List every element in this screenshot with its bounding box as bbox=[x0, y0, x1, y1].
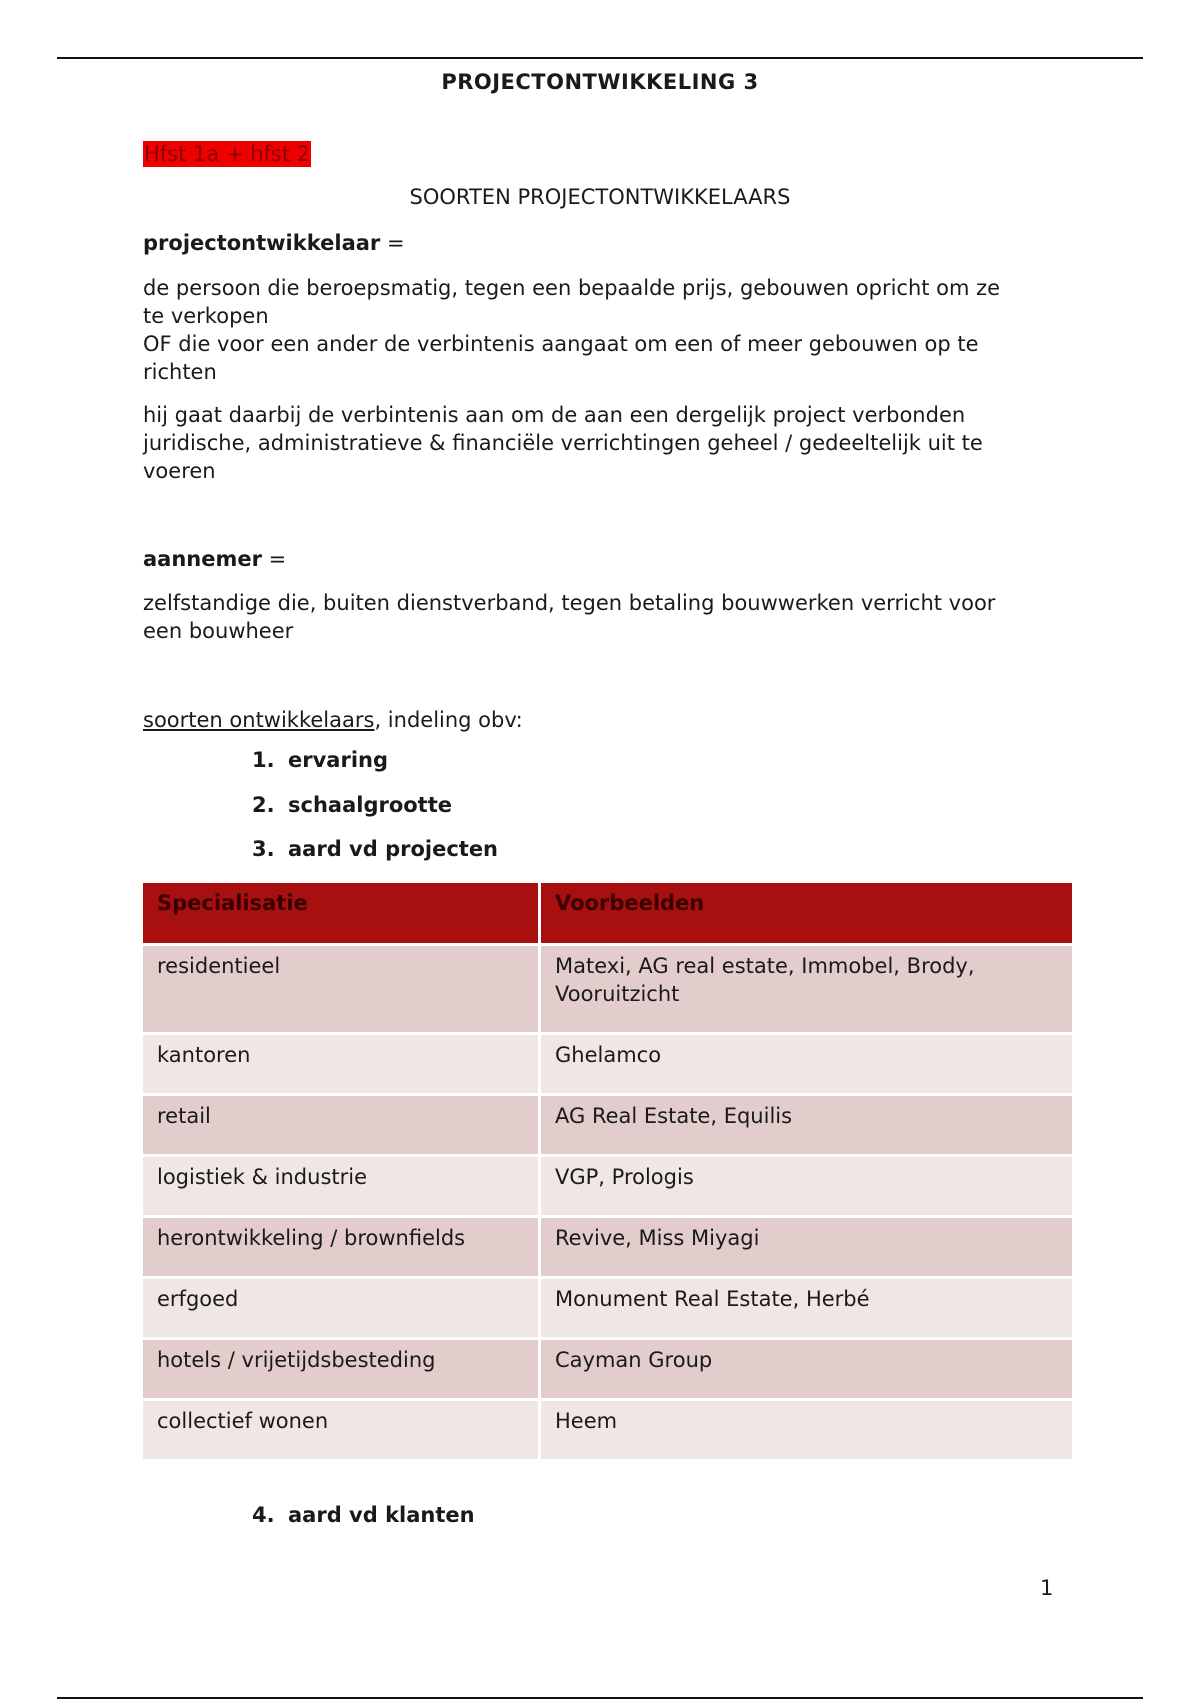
table-row bbox=[143, 1156, 1072, 1217]
cell-voorbeelden: AG Real Estate, Equilis bbox=[540, 1095, 1073, 1156]
table-row bbox=[143, 1278, 1072, 1339]
cell-voorbeelden: Heem bbox=[540, 1400, 1073, 1461]
chapter-tag: Hfst 1a + hfst 2 bbox=[144, 142, 311, 166]
aannemer-definition bbox=[143, 589, 1073, 645]
list-item bbox=[252, 1503, 475, 1527]
table-row bbox=[143, 1095, 1072, 1156]
equals-sign: = bbox=[380, 231, 405, 255]
list-label: ervaring bbox=[288, 748, 388, 772]
page-number: 1 bbox=[1040, 1576, 1054, 1600]
projectontwikkelaar-definition bbox=[143, 274, 1073, 386]
text-line: zelfstandige die, buiten dienstverband, tegen betaling bouwwerken verricht voor bbox=[143, 591, 996, 615]
list-number: 2. bbox=[252, 793, 275, 817]
text-line: te verkopen bbox=[143, 304, 269, 328]
text-line: voeren bbox=[143, 459, 216, 483]
cell-voorbeelden: Monument Real Estate, Herbé bbox=[540, 1278, 1073, 1339]
cell-specialisatie: retail bbox=[143, 1095, 540, 1156]
cell-voorbeelden bbox=[540, 945, 1073, 1034]
section-title: SOORTEN PROJECTONTWIKKELAARS bbox=[409, 185, 791, 209]
classification-intro-underlined: soorten ontwikkelaars bbox=[143, 708, 375, 732]
cell-voorbeelden: Cayman Group bbox=[540, 1339, 1073, 1400]
cell-specialisatie: erfgoed bbox=[143, 1278, 540, 1339]
classification-intro bbox=[143, 706, 1073, 734]
text-line: de persoon die beroepsmatig, tegen een bepaalde prijs, gebouwen opricht om ze bbox=[143, 276, 1001, 300]
text-line: richten bbox=[143, 360, 217, 384]
text-line: OF die voor een ander de verbintenis aangaat om een of meer gebouwen op te bbox=[143, 332, 979, 356]
list-item bbox=[252, 748, 388, 772]
projectontwikkelaar-paragraph-2 bbox=[143, 401, 1073, 485]
list-label: aard vd klanten bbox=[288, 1503, 475, 1527]
text-line: een bouwheer bbox=[143, 619, 294, 643]
cell-specialisatie: hotels / vrijetijdsbesteding bbox=[143, 1339, 540, 1400]
table-row bbox=[143, 1034, 1072, 1095]
table-row bbox=[143, 1400, 1072, 1461]
column-header-voorbeelden: Voorbeelden bbox=[540, 883, 1073, 945]
cell-voorbeelden: Revive, Miss Miyagi bbox=[540, 1217, 1073, 1278]
bottom-rule bbox=[57, 1697, 1143, 1699]
cell-specialisatie: residentieel bbox=[143, 945, 540, 1034]
cell-line: Vooruitzicht bbox=[555, 982, 680, 1006]
aannemer-heading bbox=[143, 545, 1073, 573]
cell-line: Matexi, AG real estate, Immobel, Brody, bbox=[555, 954, 975, 978]
equals-sign: = bbox=[261, 547, 287, 571]
list-number: 3. bbox=[252, 837, 275, 861]
cell-specialisatie: herontwikkeling / brownfields bbox=[143, 1217, 540, 1278]
cell-voorbeelden: VGP, Prologis bbox=[540, 1156, 1073, 1217]
projectontwikkelaar-heading bbox=[143, 229, 1073, 257]
table-row bbox=[143, 945, 1072, 1034]
list-number: 4. bbox=[252, 1503, 275, 1527]
term-aannemer: aannemer bbox=[143, 547, 262, 571]
table-row bbox=[143, 1217, 1072, 1278]
list-label: aard vd projecten bbox=[288, 837, 499, 861]
chapter-tag-line bbox=[143, 140, 1073, 168]
list-number: 1. bbox=[252, 748, 275, 772]
column-header-specialisatie: Specialisatie bbox=[143, 883, 540, 945]
classification-intro-rest: , indeling obv: bbox=[374, 708, 523, 732]
term-projectontwikkelaar: projectontwikkelaar bbox=[143, 231, 381, 255]
list-item bbox=[252, 793, 452, 817]
text-line: juridische, administratieve & financiële verrichtingen geheel / gedeeltelijk uit te bbox=[143, 431, 983, 455]
table-row bbox=[143, 1339, 1072, 1400]
top-rule bbox=[57, 57, 1143, 59]
page-title: PROJECTONTWIKKELING 3 bbox=[441, 70, 759, 94]
cell-voorbeelden: Ghelamco bbox=[540, 1034, 1073, 1095]
list-label: schaalgrootte bbox=[288, 793, 453, 817]
cell-specialisatie: collectief wonen bbox=[143, 1400, 540, 1461]
table-header-row bbox=[143, 883, 1072, 945]
list-item bbox=[252, 837, 498, 861]
specialisation-table bbox=[143, 883, 1072, 1462]
cell-specialisatie: kantoren bbox=[143, 1034, 540, 1095]
text-line: hij gaat daarbij de verbintenis aan om de aan een dergelijk project verbonden bbox=[143, 403, 966, 427]
cell-specialisatie: logistiek & industrie bbox=[143, 1156, 540, 1217]
